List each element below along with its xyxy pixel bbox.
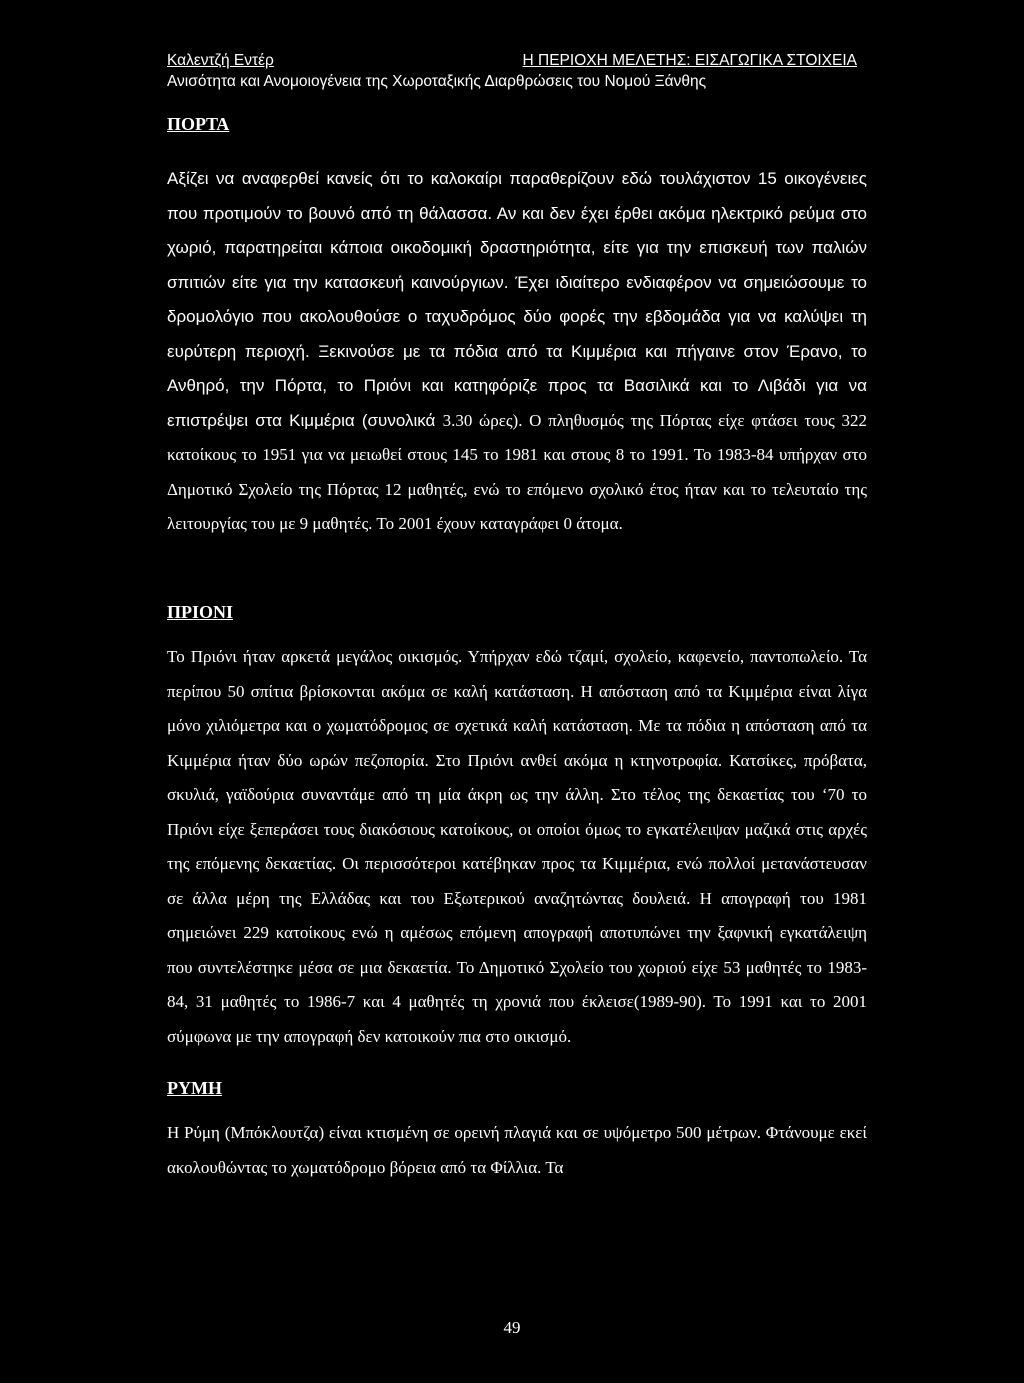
paragraph-porta	[167, 162, 867, 542]
section-prioni	[167, 600, 867, 1054]
header-subtitle: Ανισότητα και Ανομοιογένεια της Χωροταξικής Διαρθρώσεις του Νομού Ξάνθης	[167, 73, 707, 90]
header-chapter-title: Η ΠΕΡΙΟΧΗ ΜΕΛΕΤΗΣ: ΕΙΣΑΓΩΓΙΚΑ ΣΤΟΙΧΕΙΑ	[522, 52, 857, 69]
section-porta	[167, 112, 867, 542]
running-header	[167, 50, 857, 92]
section-title-rymi: ΡΥΜΗ	[167, 1078, 222, 1098]
paragraph-porta-tail: 3.30 ώρες). Ο πληθυσμός της Πόρτας είχε φτάσει τους 322 κατοίκους το 1951 για να μειωθεί στους 145 το 1981 και στους 8 το 1991. Το 1983-84 υπήρχαν στο Δημοτικό Σχολείο της Πόρτας 12 μαθητές, ενώ το επόμενο σχολικό έτος ήταν και το τελευταίο της λειτουργίας του με 9 μαθητές. Το 2001 έχουν καταγράφει 0 άτομα.	[167, 410, 867, 533]
section-title-prioni: ΠΡΙΟΝΙ	[167, 602, 234, 622]
section-rymi	[167, 1076, 867, 1185]
page-number: 49	[503, 1318, 521, 1337]
header-author: Καλεντζή Εντέρ	[167, 52, 274, 69]
running-header-top-row	[167, 50, 857, 71]
section-title-porta: ΠΟΡΤΑ	[167, 114, 230, 134]
paragraph-prioni: Το Πριόνι ήταν αρκετά μεγάλος οικισμός. Υπήρχαν εδώ τζαμί, σχολείο, καφενείο, παντοπωλείο. Τα περίπου 50 σπίτια βρίσκονται ακόμα σε καλή κατάσταση. Η απόσταση από τα Κιμμέρια είναι λίγα μόνο χιλιόμετρα και ο χωματόδρομος σε σχετικά καλή κατάσταση. Με τα πόδια η απόσταση από τα Κιμμέρια ήταν δύο ωρών πεζοπορία. Στο Πριόνι ανθεί ακόμα η κτηνοτροφία. Κατσίκες, πρόβατα, σκυλιά, γαϊδούρια συναντάμε από τη μία άκρη ως την άλλη. Στο τέλος της δεκαετίας του ‘70 το Πριόνι είχε ξεπεράσει τους διακόσιους κατοίκους, οι οποίοι όμως το εγκατέλειψαν μαζικά στις αρχές της επόμενης δεκαετίας. Οι περισσότεροι κατέβηκαν προς τα Κιμμέρια, ενώ πολλοί μετανάστευσαν σε άλλα μέρη της Ελλάδας και του Εξωτερικού αναζητώντας δουλειά. Η απογραφή του 1981 σημειώνει 229 κατοίκους ενώ η αμέσως επόμενη απογραφή αποτυπώνει την ξαφνική εγκατάλειψη που συντελέστηκε μέσα σε μια δεκαετία. Το Δημοτικό Σχολείο του χωριού είχε 53 μαθητές το 1983-84, 31 μαθητές το 1986-7 και 4 μαθητές τη χρονιά που έκλεισε(1989-90). Το 1991 και το 2001 σύμφωνα με την απογραφή δεν κατοικούν πια στο οικισμό.	[167, 647, 867, 1046]
paragraph-rymi: Η Ρύμη (Μπόκλουτζα) είναι κτισμένη σε ορεινή πλαγιά και σε υψόμετρο 500 μέτρων. Φτάνουμε εκεί ακολουθώντας το χωματόδρομο βόρεια από τα Φίλλια. Τα	[167, 1123, 867, 1177]
paragraph-porta-lead: Αξίζει να αναφερθεί κανείς ότι το καλοκαίρι παραθερίζουν εδώ τουλάχιστον 15 οικογένειες που προτιμούν το βουνό από τη θάλασσα. Αν και δεν έχει έρθει ακόμα ηλεκτρικό ρεύμα στο χωριό, παρατηρείται κάποια οικοδομική δραστηριότητα, είτε για την επισκευή των παλιών σπιτιών είτε για την κατασκευή καινούργιων. Έχει ιδιαίτερο ενδιαφέρον να σημειώσουμε το δρομολόγιο που ακολουθούσε ο ταχυδρόμος δύο φορές την εβδομάδα για να καλύψει τη ευρύτερη περιοχή. Ξεκινούσε με τα πόδια από τα Κιμμέρια και πήγαινε στον Έρανο, το Ανθηρό, την Πόρτα, το Πριόνι και κατηφόριζε προς τα Βασιλικά και το Λιβάδι για να επιστρέψει στα Κιμμέρια (συνολικά	[167, 169, 867, 430]
